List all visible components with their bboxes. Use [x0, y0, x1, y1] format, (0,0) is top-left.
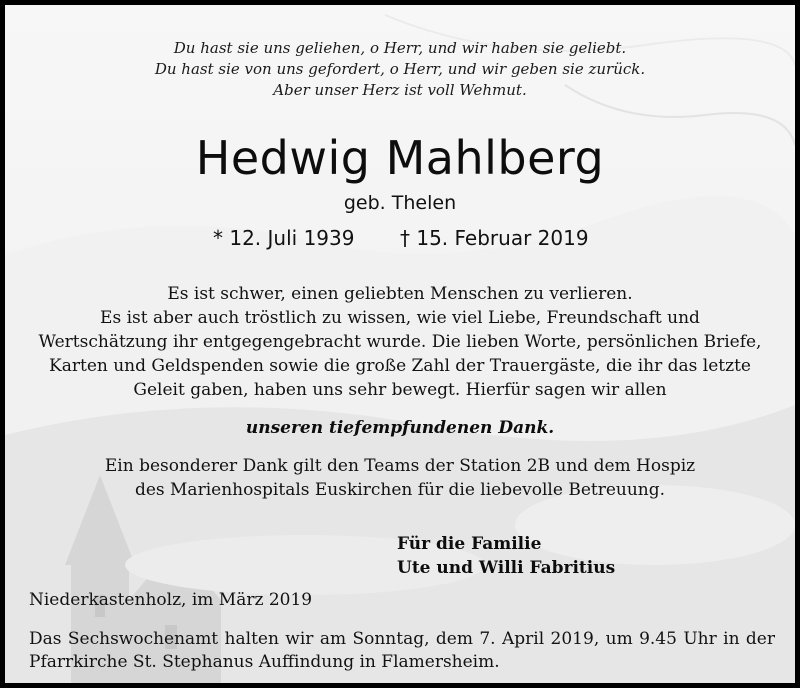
deceased-name: Hedwig Mahlberg [195, 131, 605, 185]
special-thanks-line-2: des Marienhospitals Euskirchen für die liebevolle Betreuung. [134, 480, 666, 500]
birth-date: * 12. Juli 1939 [213, 226, 355, 250]
special-thanks-line-1: Ein besonderer Dank gilt den Teams der Station 2B und dem Hospiz [104, 456, 696, 476]
place-date: Niederkastenholz, im März 2019 [29, 590, 313, 610]
service-notice [29, 628, 775, 674]
message-line-3: Wertschätzung ihr entgegengebracht wurde. Die lieben Worte, persönlichen Briefe, [38, 332, 762, 352]
message-line-1: Es ist schwer, einen geliebten Menschen zu verlieren. [167, 284, 633, 304]
message-line-4: Karten und Geldspenden sowie die große Zahl der Trauergäste, die ihr das letzte [49, 356, 751, 376]
verse-line-1: Du hast sie uns geliehen, o Herr, und wir haben sie geliebt. [173, 39, 627, 57]
verse-line-3: Aber unser Herz ist voll Wehmut. [273, 81, 527, 99]
service-notice-line-1: Das Sechswochenamt halten wir am Sonntag, dem 7. April 2019, um 9.45 Uhr in der [29, 629, 775, 649]
service-notice-line-2: Pfarrkirche St. Stephanus Auffindung in Flamersheim. [29, 652, 500, 672]
signature-line-2: Ute und Willi Fabritius [397, 558, 616, 578]
message-line-5: Geleit gaben, haben uns sehr bewegt. Hierfür sagen wir allen [133, 380, 667, 400]
verse-line-2: Du hast sie von uns gefordert, o Herr, und wir geben sie zurück. [154, 60, 646, 78]
death-date: † 15. Februar 2019 [400, 226, 589, 250]
message-line-2: Es ist aber auch tröstlich zu wissen, wie viel Liebe, Freundschaft und [100, 308, 700, 328]
thanks-line: unseren tiefempfundenen Dank. [245, 418, 555, 438]
maiden-name: geb. Thelen [343, 192, 457, 214]
signature-line-1: Für die Familie [397, 534, 542, 554]
